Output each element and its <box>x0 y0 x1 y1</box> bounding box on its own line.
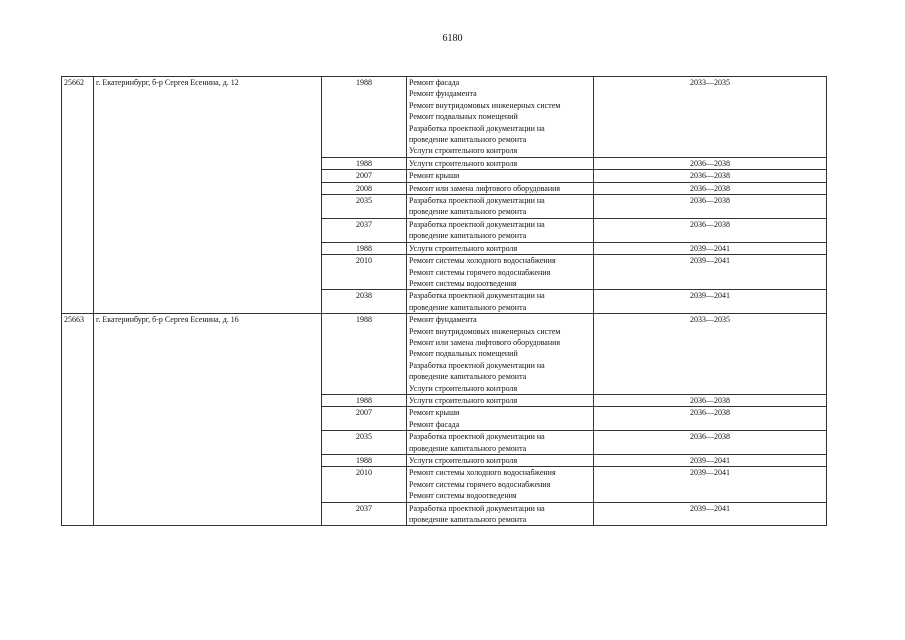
work-item: Ремонт системы водоотведения <box>409 491 517 501</box>
work-types <box>407 157 594 169</box>
planned-period: 2039—2041 <box>594 290 827 314</box>
planned-period: 2036—2038 <box>594 157 827 169</box>
repair-year: 2007 <box>322 170 407 182</box>
building-id: 25662 <box>62 77 94 314</box>
building-address: г. Екатеринбург, б-р Сергея Есенина, д. 12 <box>94 77 322 314</box>
work-item: Разработка проектной документации на <box>409 503 545 513</box>
work-item: проведение капитального ремонта <box>409 231 527 241</box>
planned-period: 2036—2038 <box>594 170 827 182</box>
planned-period: 2036—2038 <box>594 218 827 242</box>
work-types <box>407 314 594 395</box>
planned-period: 2033—2035 <box>594 77 827 158</box>
repair-year: 2037 <box>322 218 407 242</box>
work-item: Услуги строительного контроля <box>409 158 518 168</box>
building-address: г. Екатеринбург, б-р Сергея Есенина, д. 16 <box>94 314 322 526</box>
work-types <box>407 431 594 455</box>
planned-period: 2036—2038 <box>594 195 827 219</box>
work-item: Ремонт фасада <box>409 419 460 429</box>
work-item: Ремонт подвальных помещений <box>409 112 518 122</box>
planned-period: 2039—2041 <box>594 467 827 502</box>
work-types <box>407 394 594 406</box>
work-item: проведение капитального ремонта <box>409 372 527 382</box>
repair-year: 2035 <box>322 431 407 455</box>
work-types <box>407 255 594 290</box>
planned-period: 2039—2041 <box>594 455 827 467</box>
work-item: Ремонт или замена лифтового оборудования <box>409 183 561 193</box>
planned-period: 2036—2038 <box>594 431 827 455</box>
work-types <box>407 407 594 431</box>
table-row <box>62 314 827 395</box>
work-item: Ремонт системы холодного водоснабжения <box>409 256 556 266</box>
work-types <box>407 290 594 314</box>
work-types <box>407 467 594 502</box>
table-row <box>62 77 827 158</box>
work-types <box>407 195 594 219</box>
repair-year: 1988 <box>322 77 407 158</box>
work-types <box>407 242 594 254</box>
work-item: Ремонт фундамента <box>409 89 477 99</box>
work-types <box>407 182 594 194</box>
building-id: 25663 <box>62 314 94 526</box>
work-item: Ремонт внутридомовых инженерных систем <box>409 100 561 110</box>
work-item: Разработка проектной документации на <box>409 360 545 370</box>
work-item: Ремонт системы холодного водоснабжения <box>409 468 556 478</box>
work-item: Ремонт системы водоотведения <box>409 278 517 288</box>
work-types <box>407 455 594 467</box>
work-item: Услуги строительного контроля <box>409 383 518 393</box>
repair-year: 2038 <box>322 290 407 314</box>
work-item: Услуги строительного контроля <box>409 395 518 405</box>
work-item: Ремонт крыши <box>409 408 460 418</box>
repair-year: 2037 <box>322 502 407 526</box>
work-item: Ремонт внутридомовых инженерных систем <box>409 326 561 336</box>
work-item: Ремонт фундамента <box>409 315 477 325</box>
planned-period: 2036—2038 <box>594 182 827 194</box>
work-item: Услуги строительного контроля <box>409 243 518 253</box>
planned-period: 2039—2041 <box>594 242 827 254</box>
work-types <box>407 77 594 158</box>
repair-year: 1988 <box>322 455 407 467</box>
work-types <box>407 170 594 182</box>
planned-period: 2033—2035 <box>594 314 827 395</box>
work-item: Разработка проектной документации на <box>409 196 545 206</box>
work-item: проведение капитального ремонта <box>409 515 527 525</box>
work-item: Ремонт подвальных помещений <box>409 349 518 359</box>
repair-schedule-table <box>61 76 827 526</box>
work-types <box>407 218 594 242</box>
work-item: проведение капитального ремонта <box>409 207 527 217</box>
work-item: Ремонт системы горячего водоснабжения <box>409 479 551 489</box>
work-item: проведение капитального ремонта <box>409 135 527 145</box>
work-item: Разработка проектной документации на <box>409 432 545 442</box>
page-number: 6180 <box>442 33 463 44</box>
work-item: Ремонт крыши <box>409 171 460 181</box>
repair-year: 1988 <box>322 314 407 395</box>
repair-year: 2035 <box>322 195 407 219</box>
planned-period: 2036—2038 <box>594 407 827 431</box>
work-item: Услуги строительного контроля <box>409 146 518 156</box>
work-item: проведение капитального ремонта <box>409 302 527 312</box>
repair-year: 1988 <box>322 242 407 254</box>
repair-year: 2008 <box>322 182 407 194</box>
repair-year: 2010 <box>322 255 407 290</box>
repair-year: 2007 <box>322 407 407 431</box>
work-item: Ремонт системы горячего водоснабжения <box>409 267 551 277</box>
work-item: Ремонт или замена лифтового оборудования <box>409 337 561 347</box>
work-item: Разработка проектной документации на <box>409 291 545 301</box>
planned-period: 2039—2041 <box>594 255 827 290</box>
table-body <box>62 77 827 526</box>
repair-year: 2010 <box>322 467 407 502</box>
planned-period: 2039—2041 <box>594 502 827 526</box>
repair-year: 1988 <box>322 394 407 406</box>
work-item: Разработка проектной документации на <box>409 219 545 229</box>
planned-period: 2036—2038 <box>594 394 827 406</box>
work-item: проведение капитального ремонта <box>409 443 527 453</box>
work-item: Разработка проектной документации на <box>409 123 545 133</box>
repair-year: 1988 <box>322 157 407 169</box>
work-item: Ремонт фасада <box>409 78 460 87</box>
work-item: Услуги строительного контроля <box>409 456 518 465</box>
work-types <box>407 502 594 526</box>
